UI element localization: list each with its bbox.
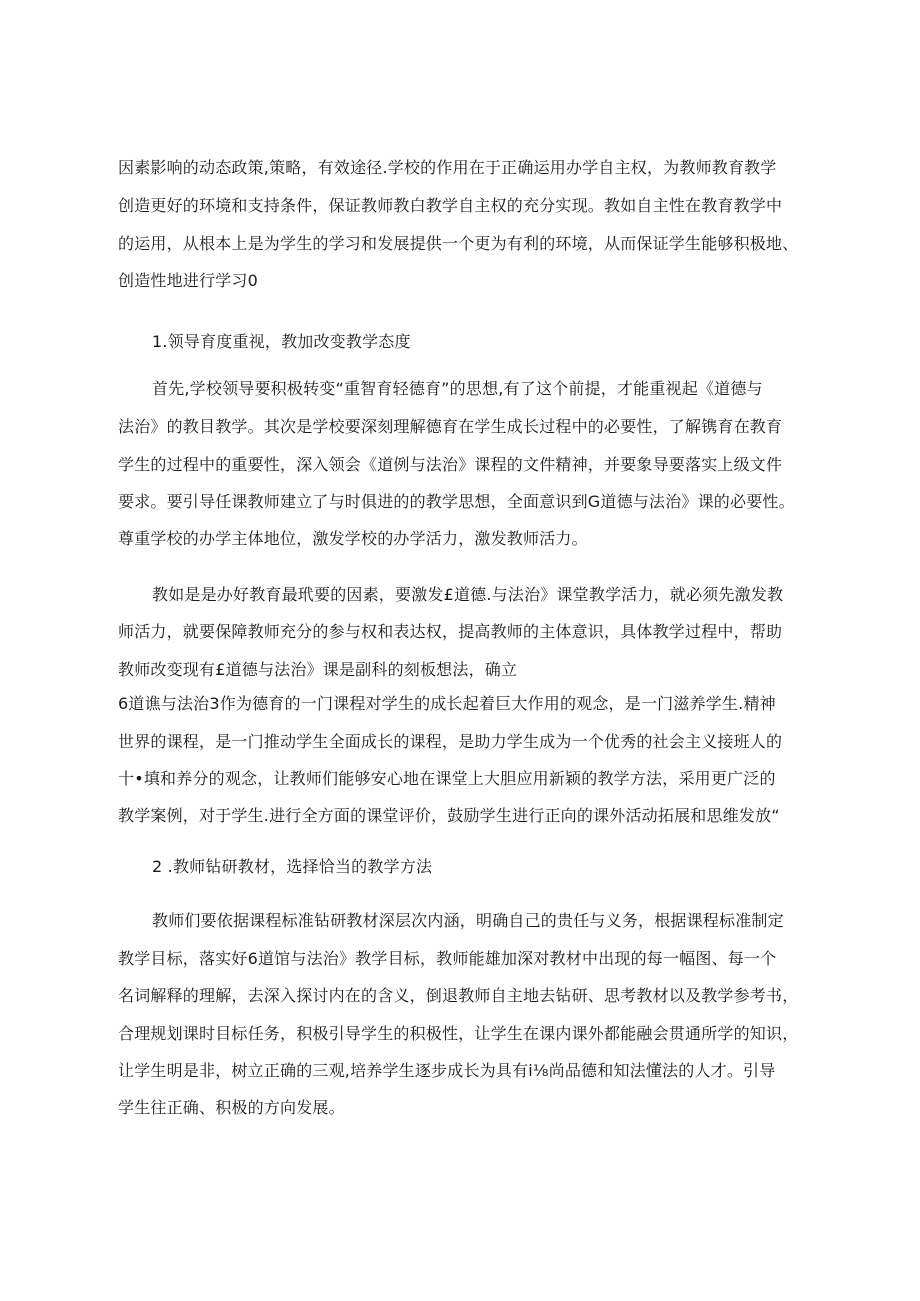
section-heading-1: 1.领导育度重视，教加改变教学态度 — [152, 332, 411, 351]
paragraph-3-line-6: 十•填和养分的观念，让教师们能够安心地在课堂上大胆应用新颖的教学方法，采用更广泛的 — [118, 769, 776, 788]
paragraph-3-line-7: 教学案例，对于学生.进行全方面的课堂评价，鼓励学生进行正向的课外活动拓展和思维发放“ — [118, 806, 780, 825]
paragraph-4-line-5: 让学生明是非，树立正确的三观,培养学生逐步成长为具有i⅛尚品德和知法懂法的人才。引导 — [118, 1061, 776, 1080]
paragraph-4-line-3: 名词解释的理解，去深入探讨内在的含义，倒退教师自主地去钻研、思考教材以及教学参考书， — [118, 986, 799, 1005]
paragraph-3-line-5: 世界的课程，是一门推动学生全面成长的课程，是助力学生成为一个优秀的社会主义接班人的 — [118, 732, 783, 751]
paragraph-3-line-1: 教如是是办好教育最玳要的因素，要激发£道德.与法治》课堂教学活力，就必须先激发教 — [152, 585, 784, 604]
paragraph-1-line-2: 创造更好的环境和支持条件，保证教师教白教学自主权的充分实现。教如自主性在教育教学中 — [118, 196, 783, 215]
paragraph-4-line-4: 合理规划课时目标任务，积极引导学生的积极性，让学生在课内课外都能融会贯通所学的知识， — [118, 1024, 799, 1043]
paragraph-2-line-3: 学生的过程中的重要性，深入领会《道例与法治》课程的文件精神，并要象导要落实上级文件 — [118, 455, 783, 474]
paragraph-3-line-4: 6道谯与法治3作为德育的一门课程对学生的成长起着巨大作用的观念，是一门滋养学生.精神 — [118, 694, 776, 713]
paragraph-1-line-3: 的运用，从根本上是为学生的学习和发展提供一个更为有利的环境，从而保证学生能够积极地、 — [118, 234, 799, 253]
paragraph-3-line-3: 教师改变现有£道德与法治》课是副科的刻板想法，确立 — [118, 660, 518, 679]
paragraph-4-line-1: 教师们要依据课程标准钻研教材深层次内涵，明确自己的贵任与义务，根据课程标准制定 — [152, 911, 784, 930]
paragraph-4-line-2: 教学目标，落实好6道馆与法治》教学目标，教师能雄加深对教材中出现的每一幅图、每一个 — [118, 949, 777, 968]
paragraph-4-line-6: 学生往正确、积极的方向发展。 — [118, 1098, 345, 1117]
paragraph-3-line-2: 师活力，就要保障教师充分的参与权和表达权，提高教师的主体意识，具体教学过程中，帮助 — [118, 622, 783, 641]
paragraph-2-line-4: 要求。要引导任课教师建立了与时俱进的的教学思想，全面意识到G道德与法治》课的必要性。 — [118, 492, 795, 511]
paragraph-2-line-5: 尊重学校的办学主体地位，激发学校的办学活力，激发教师活力。 — [118, 529, 588, 548]
paragraph-1-line-4: 创造性地进行学习0 — [118, 271, 258, 290]
paragraph-1-line-1: 因素影响的动态政策,策略，有效途径.学校的作用在于正确运用办学自主权，为教师教育教学 — [118, 158, 777, 177]
paragraph-2-line-1: 首先,学校领导要积极转变“重智育轻德育”的思想,有了这个前提，才能重视起《道德与 — [152, 379, 763, 398]
section-heading-2: 2 .教师钻研教材，选择恰当的教学方法 — [152, 857, 433, 876]
paragraph-2-line-2: 法治》的教目教学。其次是学校要深刻理解德育在学生成长过程中的必要性，了解镌育在教育 — [118, 417, 783, 436]
